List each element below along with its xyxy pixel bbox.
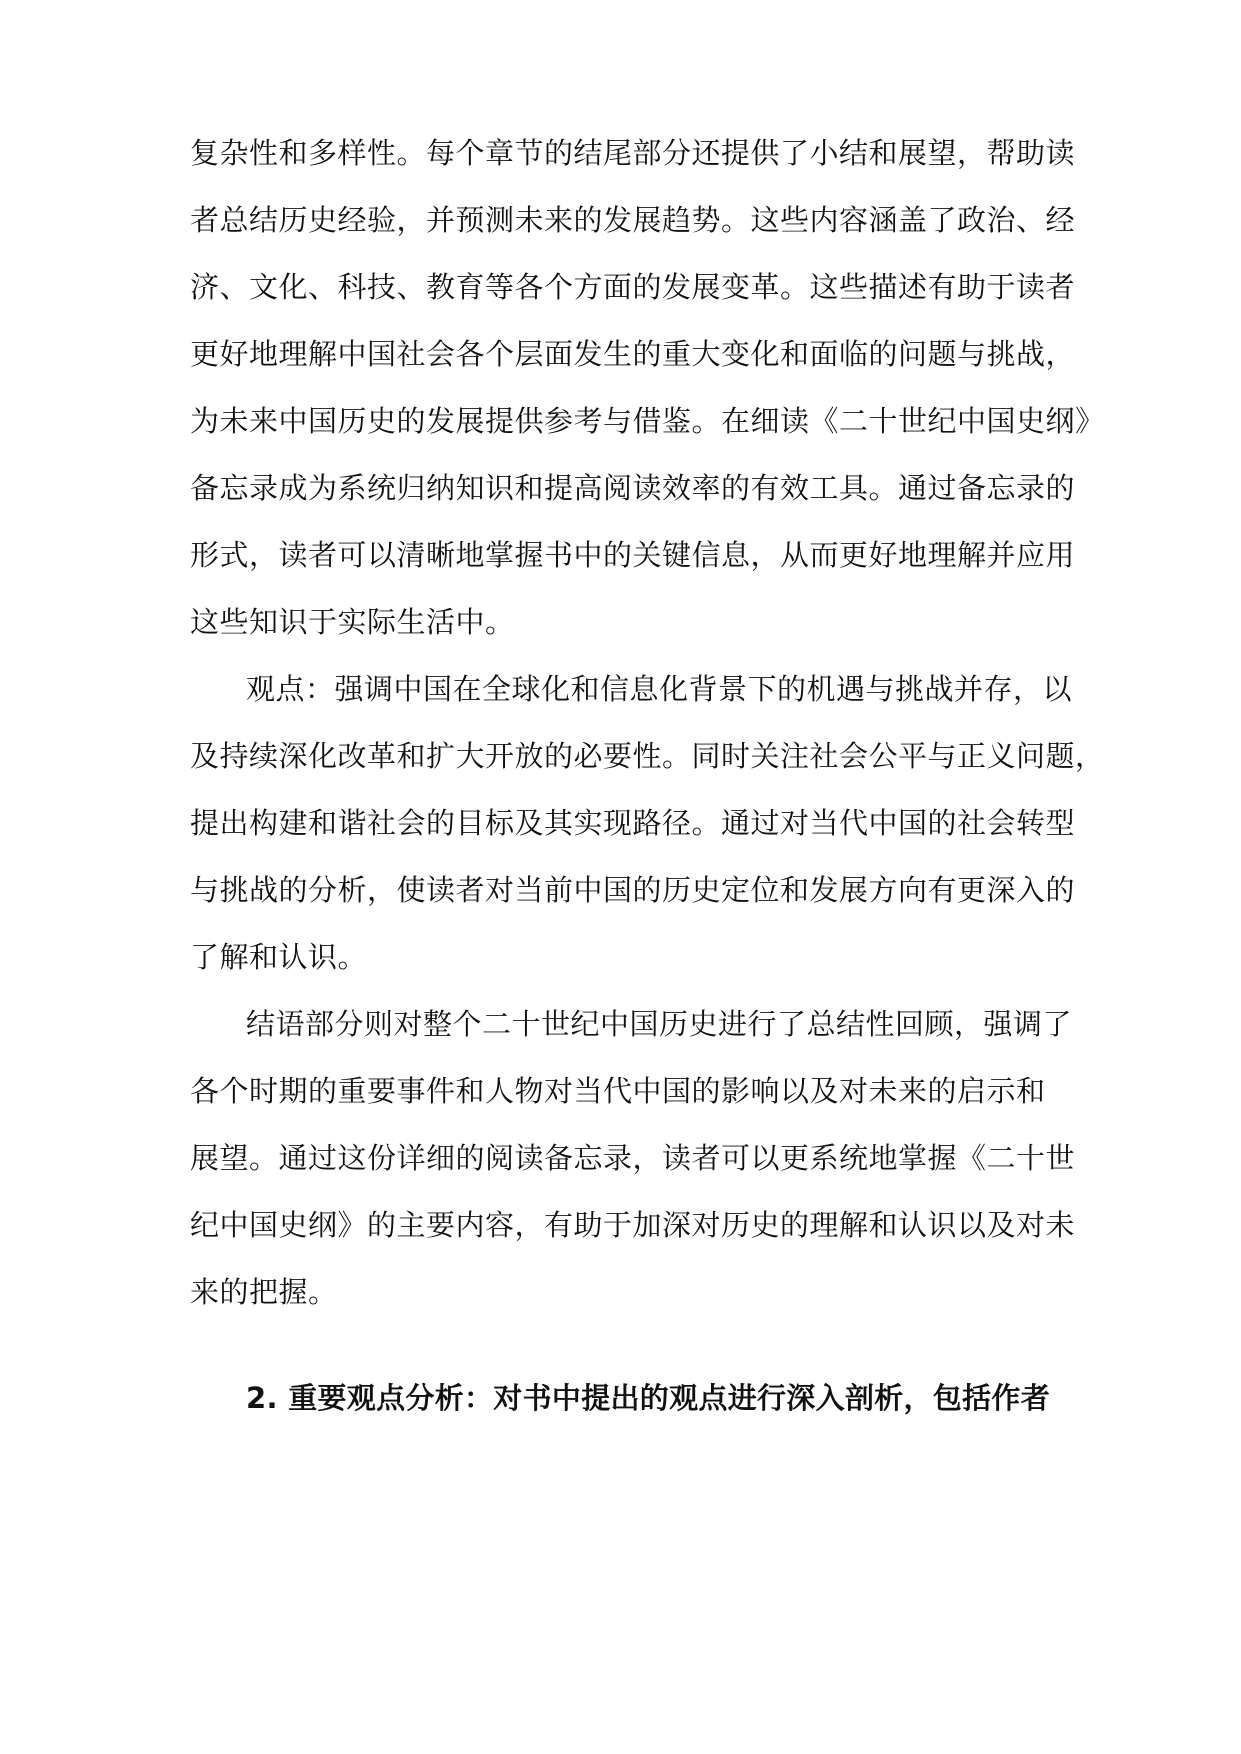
paragraph-1-line-5: 为未来中国历史的发展提供参考与借鉴。在细读《二十世纪中国史纲》: [190, 404, 1105, 438]
paragraph-3-line-3: 展望。通过这份详细的阅读备忘录，读者可以更系统地掌握《二十世: [190, 1141, 1076, 1175]
paragraph-3-line-1: 结语部分则对整个二十世纪中国历史进行了总结性回顾，强调了: [246, 1007, 1073, 1041]
paragraph-2-line-2: 及持续深化改革和扩大开放的必要性。同时关注社会公平与正义问题，: [190, 739, 1105, 773]
paragraph-2-line-4: 与挑战的分析，使读者对当前中国的历史定位和发展方向有更深入的: [190, 873, 1076, 907]
paragraph-3-line-4: 纪中国史纲》的主要内容，有助于加深对历史的理解和认识以及对未: [190, 1208, 1076, 1242]
paragraph-2-line-5: 了解和认识。: [190, 940, 368, 974]
paragraph-1-line-2: 者总结历史经验，并预测未来的发展趋势。这些内容涵盖了政治、经: [190, 203, 1076, 237]
paragraph-1-line-6: 备忘录成为系统归纳知识和提高阅读效率的有效工具。通过备忘录的: [190, 471, 1076, 505]
paragraph-1-line-8: 这些知识于实际生活中。: [190, 605, 515, 639]
paragraph-1-line-7: 形式，读者可以清晰地掌握书中的关键信息，从而更好地理解并应用: [190, 538, 1076, 572]
section-heading-2: 2. 重要观点分析：对书中提出的观点进行深入剖析，包括作者: [246, 1381, 1050, 1415]
paragraph-2-line-1: 观点：强调中国在全球化和信息化背景下的机遇与挑战并存，以: [246, 672, 1073, 706]
paragraph-3-line-2: 各个时期的重要事件和人物对当代中国的影响以及对未来的启示和: [190, 1074, 1046, 1108]
paragraph-1-line-3: 济、文化、科技、教育等各个方面的发展变革。这些描述有助于读者: [190, 270, 1076, 304]
paragraph-3-line-5: 来的把握。: [190, 1275, 338, 1309]
paragraph-2-line-3: 提出构建和谐社会的目标及其实现路径。通过对当代中国的社会转型: [190, 806, 1076, 840]
paragraph-1-line-1: 复杂性和多样性。每个章节的结尾部分还提供了小结和展望，帮助读: [190, 136, 1076, 170]
paragraph-1-line-4: 更好地理解中国社会各个层面发生的重大变化和面临的问题与挑战，: [190, 337, 1076, 371]
